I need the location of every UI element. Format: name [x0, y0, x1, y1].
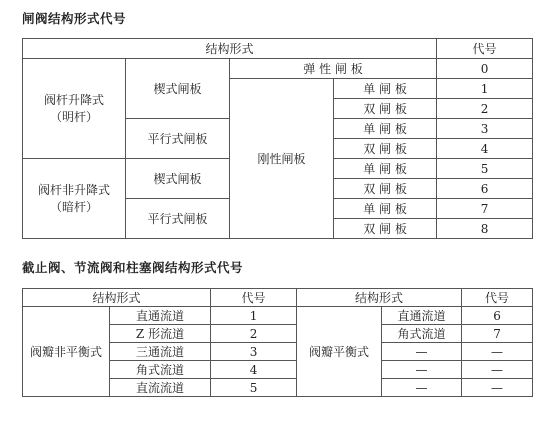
code-cell: 3 [211, 343, 297, 361]
code-cell: 2 [437, 99, 533, 119]
code-cell: 3 [437, 119, 533, 139]
flow-type-cell: 角式流道 [110, 361, 211, 379]
double-gate-cell: 双 闸 板 [334, 219, 437, 239]
elastic-gate-cell: 弹 性 闸 板 [230, 59, 437, 79]
code-cell: 1 [437, 79, 533, 99]
code-cell: 7 [437, 199, 533, 219]
code-cell: 6 [462, 307, 533, 325]
code-cell: 0 [437, 59, 533, 79]
code-cell: 7 [462, 325, 533, 343]
code-cell: 2 [211, 325, 297, 343]
code-cell: 6 [437, 179, 533, 199]
single-gate-cell: 单 闸 板 [334, 159, 437, 179]
header-code: 代号 [211, 289, 297, 307]
wedge-gate-cell: 楔式闸板 [126, 59, 230, 119]
globe-valve-title: 截止阀、节流阀和柱塞阀结构形式代号 [22, 260, 244, 275]
single-gate-cell: 单 闸 板 [334, 199, 437, 219]
parallel-gate-cell: 平行式闸板 [126, 119, 230, 159]
double-gate-cell: 双 闸 板 [334, 179, 437, 199]
header-struct-form: 结构形式 [23, 289, 211, 307]
flow-type-cell: 三通流道 [110, 343, 211, 361]
code-cell: — [462, 379, 533, 397]
header-struct-form: 结构形式 [297, 289, 462, 307]
wedge-gate-cell: 楔式闸板 [126, 159, 230, 199]
flow-type-cell: — [382, 379, 462, 397]
flow-type-cell: Z 形流道 [110, 325, 211, 343]
flow-type-cell: 角式流道 [382, 325, 462, 343]
rigid-gate-cell: 刚性闸板 [230, 79, 334, 239]
code-cell: 1 [211, 307, 297, 325]
gate-valve-code-table [22, 38, 533, 239]
code-cell: 8 [437, 219, 533, 239]
header-code: 代号 [437, 39, 533, 59]
flow-type-cell: 直通流道 [110, 307, 211, 325]
code-cell: 5 [211, 379, 297, 397]
single-gate-cell: 单 闸 板 [334, 79, 437, 99]
code-cell: — [462, 343, 533, 361]
flow-type-cell: 直通流道 [382, 307, 462, 325]
code-cell: 4 [437, 139, 533, 159]
parallel-gate-cell: 平行式闸板 [126, 199, 230, 239]
gate-valve-title: 闸阀结构形式代号 [22, 11, 127, 26]
non-rising-stem-cell: 阀杆非升降式 （暗杆） [23, 159, 126, 239]
code-cell: 4 [211, 361, 297, 379]
single-gate-cell: 单 闸 板 [334, 119, 437, 139]
globe-valve-code-table [22, 288, 533, 397]
header-code: 代号 [462, 289, 533, 307]
flow-type-cell: — [382, 343, 462, 361]
double-gate-cell: 双 闸 板 [334, 139, 437, 159]
flow-type-cell: 直流流道 [110, 379, 211, 397]
unbalanced-disc-cell: 阀瓣非平衡式 [23, 307, 110, 397]
code-cell: 5 [437, 159, 533, 179]
rising-stem-cell: 阀杆升降式 （明杆） [23, 59, 126, 159]
balanced-disc-cell: 阀瓣平衡式 [297, 307, 382, 397]
header-struct-form: 结构形式 [23, 39, 437, 59]
double-gate-cell: 双 闸 板 [334, 99, 437, 119]
code-cell: — [462, 361, 533, 379]
flow-type-cell: — [382, 361, 462, 379]
